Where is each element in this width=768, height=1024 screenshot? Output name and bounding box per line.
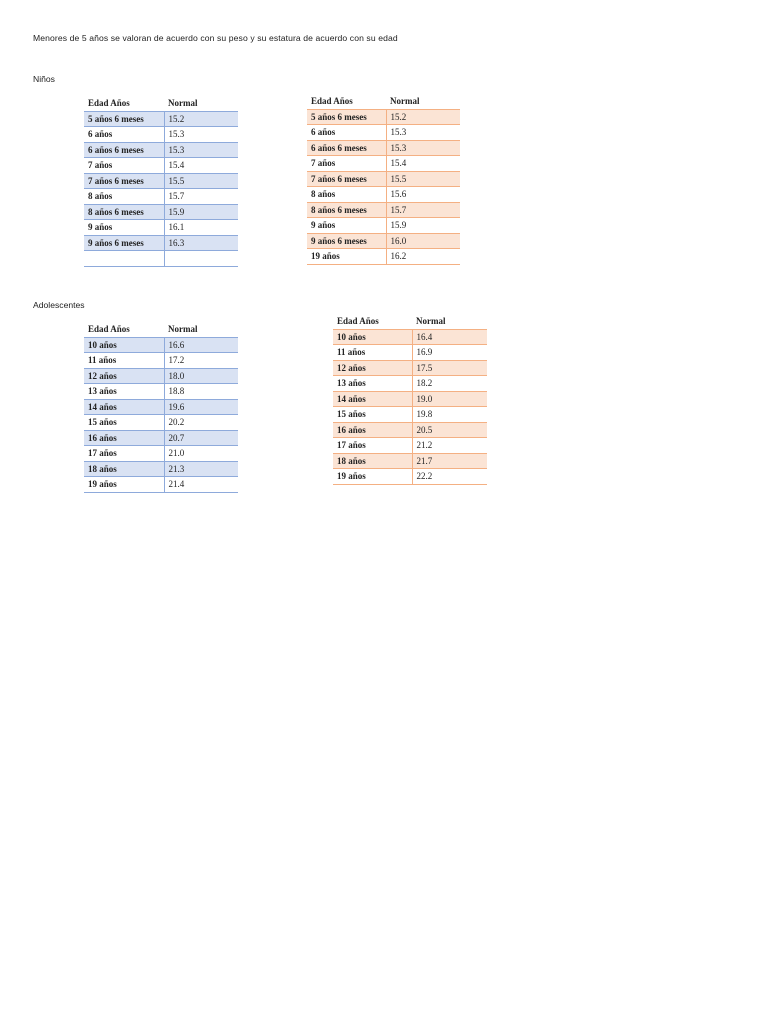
cell-normal: 15.9 bbox=[386, 218, 460, 234]
table-row bbox=[307, 233, 460, 249]
cell-normal: 15.4 bbox=[386, 156, 460, 172]
cell-normal: 15.6 bbox=[386, 187, 460, 203]
cell-normal: 18.0 bbox=[164, 368, 238, 384]
cell-age: 13 años bbox=[84, 384, 164, 400]
table-row bbox=[84, 415, 238, 431]
cell-normal: 21.0 bbox=[164, 446, 238, 462]
table-row bbox=[84, 399, 238, 415]
table-header-row bbox=[307, 94, 460, 109]
cell-age bbox=[84, 251, 164, 267]
table-row bbox=[333, 407, 487, 423]
table-row bbox=[307, 187, 460, 203]
cell-age: 9 años 6 meses bbox=[307, 233, 386, 249]
table-row bbox=[333, 422, 487, 438]
table-row bbox=[307, 125, 460, 141]
cell-normal: 17.5 bbox=[412, 360, 487, 376]
table-row bbox=[84, 111, 238, 127]
table-row bbox=[307, 109, 460, 125]
header-age: Edad Años bbox=[307, 94, 386, 109]
table-header-row bbox=[84, 96, 238, 111]
cell-normal: 17.2 bbox=[164, 353, 238, 369]
table-row bbox=[333, 469, 487, 485]
cell-age: 11 años bbox=[84, 353, 164, 369]
table-row bbox=[333, 453, 487, 469]
table-row bbox=[84, 384, 238, 400]
header-normal: Normal bbox=[164, 96, 238, 111]
table-row bbox=[307, 202, 460, 218]
cell-normal: 15.3 bbox=[164, 142, 238, 158]
cell-normal: 21.3 bbox=[164, 461, 238, 477]
table-row bbox=[84, 353, 238, 369]
cell-age: 8 años 6 meses bbox=[307, 202, 386, 218]
cell-normal: 16.4 bbox=[412, 329, 487, 345]
table-row bbox=[84, 127, 238, 143]
cell-age: 16 años bbox=[333, 422, 412, 438]
header-age: Edad Años bbox=[333, 314, 412, 329]
table-adolescentes-blue bbox=[84, 322, 238, 493]
table-row bbox=[307, 218, 460, 234]
cell-age: 5 años 6 meses bbox=[307, 109, 386, 125]
cell-normal: 19.6 bbox=[164, 399, 238, 415]
table-row bbox=[84, 189, 238, 205]
header-age: Edad Años bbox=[84, 322, 164, 337]
cell-normal: 19.8 bbox=[412, 407, 487, 423]
cell-normal: 20.2 bbox=[164, 415, 238, 431]
table-row bbox=[84, 337, 238, 353]
cell-normal: 18.2 bbox=[412, 376, 487, 392]
cell-age: 19 años bbox=[333, 469, 412, 485]
cell-age: 5 años 6 meses bbox=[84, 111, 164, 127]
table-row bbox=[84, 204, 238, 220]
cell-age: 6 años 6 meses bbox=[84, 142, 164, 158]
table-ninos-blue bbox=[84, 96, 238, 267]
cell-normal: 15.7 bbox=[386, 202, 460, 218]
cell-age: 10 años bbox=[84, 337, 164, 353]
table-row bbox=[333, 391, 487, 407]
cell-normal: 15.3 bbox=[386, 140, 460, 156]
cell-age: 16 años bbox=[84, 430, 164, 446]
header-age: Edad Años bbox=[84, 96, 164, 111]
cell-age: 12 años bbox=[333, 360, 412, 376]
table-row bbox=[84, 235, 238, 251]
cell-age: 10 años bbox=[333, 329, 412, 345]
section-label-ninos: Niños bbox=[33, 74, 55, 84]
cell-normal: 16.6 bbox=[164, 337, 238, 353]
table-row bbox=[84, 142, 238, 158]
cell-age: 8 años 6 meses bbox=[84, 204, 164, 220]
table-ninos-orange bbox=[307, 94, 460, 265]
table-row bbox=[84, 368, 238, 384]
cell-age: 6 años 6 meses bbox=[307, 140, 386, 156]
cell-age: 7 años 6 meses bbox=[307, 171, 386, 187]
cell-age: 15 años bbox=[84, 415, 164, 431]
cell-age: 6 años bbox=[84, 127, 164, 143]
cell-normal: 15.5 bbox=[386, 171, 460, 187]
cell-age: 9 años bbox=[307, 218, 386, 234]
cell-normal: 21.7 bbox=[412, 453, 487, 469]
cell-age: 12 años bbox=[84, 368, 164, 384]
table-row bbox=[333, 329, 487, 345]
cell-normal: 18.8 bbox=[164, 384, 238, 400]
cell-normal: 15.7 bbox=[164, 189, 238, 205]
cell-normal: 15.3 bbox=[386, 125, 460, 141]
cell-age: 8 años bbox=[307, 187, 386, 203]
cell-normal: 15.5 bbox=[164, 173, 238, 189]
cell-age: 7 años 6 meses bbox=[84, 173, 164, 189]
cell-normal: 16.1 bbox=[164, 220, 238, 236]
table-row bbox=[333, 360, 487, 376]
header-normal: Normal bbox=[164, 322, 238, 337]
table-row bbox=[84, 158, 238, 174]
cell-normal: 16.3 bbox=[164, 235, 238, 251]
cell-normal: 22.2 bbox=[412, 469, 487, 485]
cell-age: 18 años bbox=[84, 461, 164, 477]
table-row bbox=[333, 376, 487, 392]
table-row bbox=[84, 220, 238, 236]
cell-normal: 16.9 bbox=[412, 345, 487, 361]
table-row bbox=[307, 249, 460, 265]
header-normal: Normal bbox=[386, 94, 460, 109]
cell-age: 19 años bbox=[307, 249, 386, 265]
cell-normal: 15.2 bbox=[386, 109, 460, 125]
cell-age: 11 años bbox=[333, 345, 412, 361]
table-row bbox=[84, 461, 238, 477]
cell-normal: 21.4 bbox=[164, 477, 238, 493]
cell-normal: 15.3 bbox=[164, 127, 238, 143]
cell-age: 19 años bbox=[84, 477, 164, 493]
cell-age: 6 años bbox=[307, 125, 386, 141]
cell-normal: 20.5 bbox=[412, 422, 487, 438]
table-row bbox=[307, 156, 460, 172]
table-row bbox=[84, 251, 238, 267]
cell-age: 14 años bbox=[333, 391, 412, 407]
cell-normal: 20.7 bbox=[164, 430, 238, 446]
table-row bbox=[84, 446, 238, 462]
table-row bbox=[307, 140, 460, 156]
cell-age: 15 años bbox=[333, 407, 412, 423]
table-row bbox=[333, 345, 487, 361]
cell-age: 9 años bbox=[84, 220, 164, 236]
cell-normal: 16.0 bbox=[386, 233, 460, 249]
cell-normal: 21.2 bbox=[412, 438, 487, 454]
cell-age: 14 años bbox=[84, 399, 164, 415]
cell-normal: 19.0 bbox=[412, 391, 487, 407]
cell-age: 7 años bbox=[84, 158, 164, 174]
cell-age: 18 años bbox=[333, 453, 412, 469]
table-row bbox=[84, 477, 238, 493]
cell-normal bbox=[164, 251, 238, 267]
cell-normal: 15.4 bbox=[164, 158, 238, 174]
header-normal: Normal bbox=[412, 314, 487, 329]
cell-normal: 15.9 bbox=[164, 204, 238, 220]
section-label-adolescentes: Adolescentes bbox=[33, 300, 85, 310]
cell-normal: 16.2 bbox=[386, 249, 460, 265]
table-header-row bbox=[333, 314, 487, 329]
table-row bbox=[333, 438, 487, 454]
table-header-row bbox=[84, 322, 238, 337]
cell-normal: 15.2 bbox=[164, 111, 238, 127]
cell-age: 13 años bbox=[333, 376, 412, 392]
cell-age: 9 años 6 meses bbox=[84, 235, 164, 251]
table-row bbox=[307, 171, 460, 187]
cell-age: 17 años bbox=[84, 446, 164, 462]
cell-age: 8 años bbox=[84, 189, 164, 205]
table-row bbox=[84, 430, 238, 446]
intro-text: Menores de 5 años se valoran de acuerdo con su peso y su estatura de acuerdo con su edad bbox=[33, 33, 398, 43]
cell-age: 17 años bbox=[333, 438, 412, 454]
table-adolescentes-orange bbox=[333, 314, 487, 485]
table-row bbox=[84, 173, 238, 189]
cell-age: 7 años bbox=[307, 156, 386, 172]
